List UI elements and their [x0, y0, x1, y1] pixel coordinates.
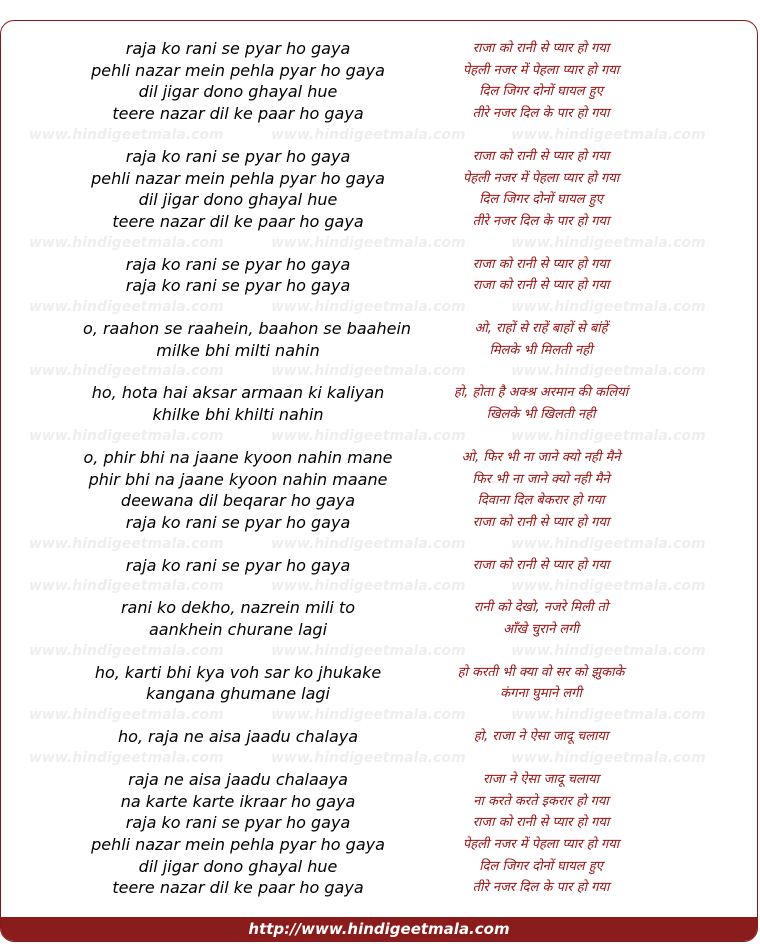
- lyric-line: [1, 597, 757, 619]
- lyric-english: dil jigar dono ghayal hue: [138, 190, 338, 210]
- lyric-hindi: आँखे चुराने लगी: [503, 622, 579, 637]
- watermark-text: www.hindigeetmala.com: [29, 427, 224, 444]
- lyric-line: [1, 382, 757, 404]
- lyric-hindi: खिलके भी खिलती नही: [486, 407, 596, 423]
- lyric-line: [1, 683, 757, 705]
- lyric-english: ho, hota hai aksar armaan ki kaliyan: [91, 383, 385, 403]
- lyric-english: pehli nazar mein pehla pyar ho gaya: [91, 834, 385, 854]
- lyric-line: [1, 211, 757, 233]
- watermark-text: www.hindigeetmala.com: [511, 126, 706, 143]
- watermark-row: [1, 362, 757, 380]
- lyric-hindi: मिलके भी मिलती नही: [489, 342, 593, 358]
- lyric-line: [1, 490, 757, 512]
- lyric-hindi: दिल जिगर दोनों घायल हुए: [479, 192, 603, 208]
- lyric-line: [1, 812, 757, 834]
- lyric-english: dil jigar dono ghayal hue: [138, 82, 338, 102]
- watermark-text: www.hindigeetmala.com: [29, 126, 224, 143]
- lyric-hindi: ओ, राहों से राहें बाहों से बांहें: [474, 321, 608, 336]
- lyric-hindi: दिल जिगर दोनों घायल हुए: [479, 858, 603, 874]
- lyric-english: kangana ghumane lagi: [146, 684, 330, 704]
- lyric-hindi: राजा को रानी से प्यार हो गया: [472, 278, 610, 294]
- lyric-line: [1, 619, 757, 641]
- lyric-hindi: पेहली नजर में पेहला प्यार हो गया: [462, 836, 620, 852]
- lyric-english: pehli nazar mein pehla pyar ho gaya: [91, 168, 385, 188]
- lyric-hindi: पेहली नजर में पेहला प्यार हो गया: [462, 170, 620, 186]
- lyric-line: [1, 555, 757, 577]
- lyric-line: [1, 469, 757, 491]
- lyric-english: teere nazar dil ke paar ho gaya: [112, 878, 364, 898]
- lyric-hindi: ना करते करते इकरार हो गया: [473, 793, 609, 809]
- watermark-text: www.hindigeetmala.com: [271, 126, 466, 143]
- watermark-text: www.hindigeetmala.com: [271, 707, 466, 724]
- watermark-text: www.hindigeetmala.com: [511, 234, 706, 251]
- lyric-english: phir bhi na jaane kyoon nahin maane: [88, 469, 388, 489]
- lyric-hindi: राजा को रानी से प्यार हो गया: [472, 557, 610, 573]
- lyric-hindi: हो करती भी क्या वो सर को झुकाके: [457, 664, 625, 680]
- lyric-line: [1, 146, 757, 168]
- lyric-line: [1, 834, 757, 856]
- watermark-text: www.hindigeetmala.com: [511, 535, 706, 552]
- site-link[interactable]: http://www.hindigeetmala.com: [248, 920, 510, 938]
- watermark-text: www.hindigeetmala.com: [271, 535, 466, 552]
- watermark-text: www.hindigeetmala.com: [271, 299, 466, 315]
- lyric-line: [1, 275, 757, 297]
- lyric-line: [1, 726, 757, 748]
- lyric-english: teere nazar dil ke paar ho gaya: [112, 211, 364, 231]
- lyric-english: deewana dil beqarar ho gaya: [120, 491, 356, 511]
- lyrics-card: [0, 20, 758, 942]
- watermark-text: www.hindigeetmala.com: [29, 642, 224, 659]
- lyric-english: ho, karti bhi kya voh sar ko jhukake: [94, 662, 382, 682]
- lyric-english: raja ko rani se pyar ho gaya: [125, 276, 351, 296]
- lyric-line: [1, 318, 757, 340]
- footer-bar: [1, 917, 757, 941]
- watermark-row: [1, 642, 757, 660]
- lyric-english: raja ko rani se pyar ho gaya: [125, 512, 351, 532]
- lyric-hindi: राजा को रानी से प्यार हो गया: [472, 256, 610, 272]
- lyric-hindi: रानी को देखो, नजरे मिली तो: [473, 600, 609, 616]
- lyric-english: rani ko dekho, nazrein mili to: [120, 598, 356, 618]
- watermark-text: www.hindigeetmala.com: [29, 707, 224, 724]
- lyric-hindi: हो, होता है अक्श्र अरमान की कलियां: [453, 385, 629, 401]
- watermark-text: www.hindigeetmala.com: [511, 749, 706, 766]
- lyric-line: [1, 447, 757, 469]
- watermark-text: www.hindigeetmala.com: [271, 749, 466, 766]
- lyric-line: [1, 60, 757, 82]
- watermark-text: www.hindigeetmala.com: [271, 234, 466, 251]
- lyric-english: milke bhi milti nahin: [156, 340, 320, 360]
- watermark-text: www.hindigeetmala.com: [29, 578, 224, 595]
- lyric-hindi: राजा को रानी से प्यार हो गया: [472, 815, 610, 831]
- watermark-row: [1, 234, 757, 252]
- watermark-row: [1, 535, 757, 553]
- lyric-line: [1, 791, 757, 813]
- watermark-text: www.hindigeetmala.com: [271, 578, 466, 595]
- watermark-row: [1, 126, 757, 144]
- lyric-line: [1, 512, 757, 534]
- watermark-text: www.hindigeetmala.com: [511, 427, 706, 444]
- lyric-hindi: तीरे नजर दिल के पार हो गया: [472, 106, 610, 122]
- lyric-line: [1, 662, 757, 684]
- lyric-english: aankhein churane lagi: [148, 620, 328, 639]
- watermark-text: www.hindigeetmala.com: [29, 749, 224, 766]
- watermark-text: www.hindigeetmala.com: [29, 363, 224, 380]
- lyric-english: dil jigar dono ghayal hue: [138, 856, 338, 876]
- lyric-english: ho, raja ne aisa jaadu chalaya: [117, 727, 359, 747]
- lyric-hindi: राजा को रानी से प्यार हो गया: [472, 514, 610, 530]
- lyric-english: pehli nazar mein pehla pyar ho gaya: [91, 60, 385, 80]
- watermark-text: www.hindigeetmala.com: [271, 642, 466, 659]
- lyric-line: [1, 340, 757, 362]
- lyric-line: [1, 856, 757, 878]
- lyric-line: [1, 769, 757, 791]
- lyric-english: raja ko rani se pyar ho gaya: [125, 555, 351, 575]
- lyric-line: [1, 189, 757, 211]
- watermark-text: www.hindigeetmala.com: [511, 642, 706, 659]
- watermark-row: [1, 427, 757, 445]
- lyric-line: [1, 877, 757, 899]
- lyric-english: raja ko rani se pyar ho gaya: [125, 254, 351, 274]
- lyric-line: [1, 38, 757, 60]
- lyric-hindi: पेहली नजर में पेहला प्यार हो गया: [462, 62, 620, 78]
- lyric-hindi: हो, राजा ने ऐसा जादू चलाया: [473, 729, 609, 745]
- lyric-line: [1, 168, 757, 190]
- lyric-hindi: फिर भी ना जाने क्यो नही मैने: [472, 471, 610, 487]
- lyric-hindi: राजा को रानी से प्यार हो गया: [472, 148, 610, 164]
- lyric-line: [1, 254, 757, 276]
- lyric-english: raja ko rani se pyar ho gaya: [125, 39, 351, 58]
- watermark-text: www.hindigeetmala.com: [271, 363, 466, 380]
- lyric-english: raja ko rani se pyar ho gaya: [125, 146, 351, 166]
- watermark-text: www.hindigeetmala.com: [511, 578, 706, 595]
- watermark-text: www.hindigeetmala.com: [29, 234, 224, 251]
- lyric-english: o, phir bhi na jaane kyoon nahin mane: [83, 447, 393, 467]
- lyric-english: raja ne aisa jaadu chalaaya: [128, 769, 348, 789]
- lyric-hindi: तीरे नजर दिल के पार हो गया: [472, 213, 610, 229]
- lyric-english: na karte karte ikraar ho gaya: [120, 791, 356, 811]
- watermark-row: [1, 298, 757, 316]
- watermark-text: www.hindigeetmala.com: [511, 363, 706, 380]
- lyric-hindi: कंगना घुमाने लगी: [500, 686, 582, 702]
- watermark-text: www.hindigeetmala.com: [29, 535, 224, 552]
- lyric-line: [1, 81, 757, 103]
- watermark-text: www.hindigeetmala.com: [511, 299, 706, 315]
- lyric-hindi: दिवाना दिल बेकरार हो गया: [477, 493, 605, 509]
- lyric-line: [1, 404, 757, 426]
- watermark-text: www.hindigeetmala.com: [271, 427, 466, 444]
- lyric-english: raja ko rani se pyar ho gaya: [125, 813, 351, 833]
- lyric-english: teere nazar dil ke paar ho gaya: [112, 104, 364, 124]
- lyric-hindi: राजा को रानी से प्यार हो गया: [472, 41, 610, 56]
- lyric-hindi: तीरे नजर दिल के पार हो गया: [472, 880, 610, 896]
- lyric-line: [1, 103, 757, 125]
- watermark-text: www.hindigeetmala.com: [29, 299, 224, 315]
- watermark-row: [1, 706, 757, 724]
- lyric-hindi: ओ, फिर भी ना जाने क्यो नही मैने: [461, 449, 621, 465]
- lyric-hindi: राजा ने ऐसा जादू चलाया: [482, 771, 600, 787]
- watermark-text: www.hindigeetmala.com: [511, 707, 706, 724]
- lyric-english: o, raahon se raahein, baahon se baahein: [83, 319, 412, 338]
- lyric-hindi: दिल जिगर दोनों घायल हुए: [479, 84, 603, 100]
- watermark-row: [1, 577, 757, 595]
- watermark-row: [1, 749, 757, 767]
- lyric-english: khilke bhi khilti nahin: [152, 405, 324, 425]
